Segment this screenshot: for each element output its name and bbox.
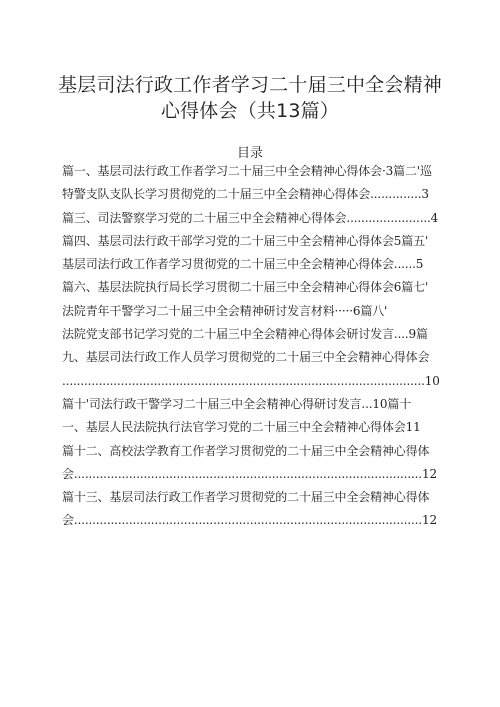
toc-line: 篇十'司法行政干警学习二十届三中全会精神心得研讨发言...10篇十 — [62, 396, 412, 411]
document-title-line-1: 基层司法行政工作者学习二十届三中全会精神 — [57, 74, 442, 96]
toc-line: 九、基层司法行政工作人员学习贯彻党的二十届三中全会精神心得体会 — [62, 350, 430, 365]
table-of-contents — [62, 160, 458, 533]
toc-line: 篇四、基层司法行政干部学习党的二十届三中全会精神心得体会5篇五' — [62, 233, 429, 248]
document-title-line-2: 心得体会（共13篇） — [160, 100, 340, 122]
toc-line: 会...............................................................................................12 — [62, 513, 437, 528]
toc-line: 法院青年干警学习二十届三中全会精神研讨发言材料·····6篇八' — [62, 303, 388, 318]
toc-line: 特警支队支队长学习贯彻党的二十届三中全会精神心得体会..............3 — [62, 187, 429, 202]
toc-line: 篇十二、高校法学教育工作者学习贯彻党的二十届三中全会精神心得体 — [62, 443, 430, 458]
toc-line: 篇十三、基层司法行政工作者学习贯彻党的二十届三中全会精神心得体 — [62, 490, 430, 505]
toc-line: 篇六、基层法院执行局长学习贯彻二十届三中全会精神心得体会6篇七' — [62, 280, 429, 295]
toc-line: 一、基层人民法院执行法官学习党的二十届三中全会精神心得体会11 — [62, 420, 421, 435]
toc-line: 基层司法行政工作者学习贯彻党的二十届三中全会精神心得体会......5 — [62, 257, 424, 272]
toc-line: 篇三、司法警察学习党的二十届三中全会精神心得体会.......................4 — [62, 210, 439, 225]
toc-line: ...................................................................................................10 — [62, 373, 440, 388]
toc-line: 法院党支部书记学习党的二十届三中全会精神心得体会研讨发言....9篇 — [62, 327, 428, 342]
toc-line: 会...............................................................................................12 — [62, 466, 437, 481]
toc-heading: 目录 — [236, 146, 263, 161]
toc-line: 篇一、基层司法行政工作者学习二十届三中全会精神心得体会·3篇二'巡 — [62, 164, 432, 178]
